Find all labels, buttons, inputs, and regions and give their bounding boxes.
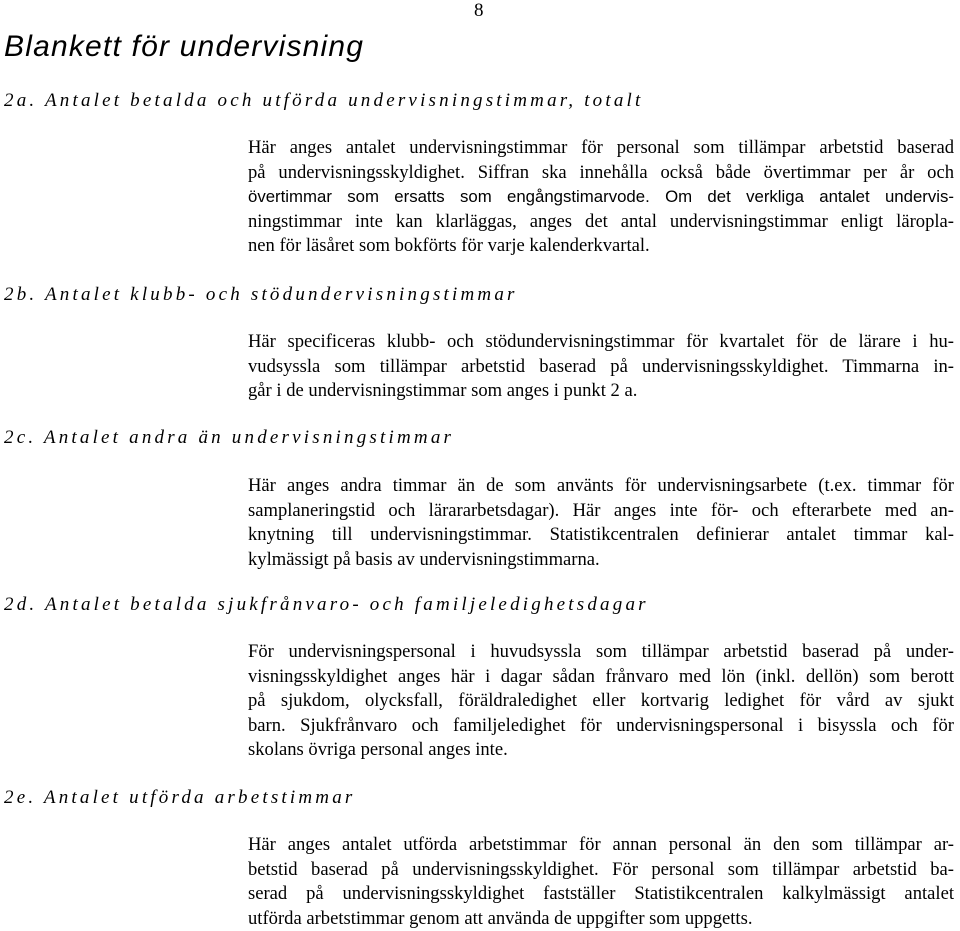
text-line: nen för läsåret som bokförts för varje kalenderkvartal. [248, 235, 650, 256]
section-body-2b [248, 330, 954, 404]
section-body-2a [248, 136, 954, 259]
section-body-2e [248, 833, 954, 931]
text-line: knytning till undervisningstimmar. Statistikcentralen definierar antalet timmar kal- [248, 524, 954, 545]
text-line: skolans övriga personal anges inte. [248, 739, 508, 760]
text-line: på sjukdom, olycksfall, föräldraledighet eller kortvarig ledighet för vård av sjukt [248, 690, 954, 711]
text-line: samplaneringstid och lärararbetsdagar). Här anges inte för- och efterarbete med an- [248, 499, 954, 521]
text-line: vudsyssla som tillämpar arbetstid baserad på undervisningsskyldighet. Timmarna in- [248, 355, 954, 377]
text-line: serad på undervisningsskyldighet fastställer Statistikcentralen kalkylmässigt antalet [248, 883, 954, 904]
text-line: Här specificeras klubb- och stödundervisningstimmar för kvartalet för de lärare i hu- [248, 331, 954, 352]
page-number: 8 [474, 0, 484, 21]
section-heading-2a: 2a. Antalet betalda och utförda undervisningstimmar, totalt [4, 90, 644, 111]
text-line: barn. Sjukfrånvaro och familjeledighet för undervisningspersonal i bisyssla och för [248, 714, 954, 736]
text-line: ningstimmar inte kan klarläggas, anges det antal undervisningstimmar enligt läropla- [248, 210, 954, 232]
text-line: Här anges antalet undervisningstimmar för personal som tillämpar arbetstid baserad [248, 137, 954, 158]
section-heading-2b: 2b. Antalet klubb- och stödundervisningstimmar [4, 284, 518, 305]
text-line: på undervisningsskyldighet. Siffran ska innehålla också både övertimmar per år och [248, 161, 954, 183]
text-line: övertimmar som ersatts som engångstimarvode. Om det verkliga antalet undervis- [248, 187, 954, 206]
text-line: visningsskyldighet anges här i dagar sådan frånvaro med lön (inkl. dellön) som berott [248, 665, 954, 687]
section-body-2c [248, 474, 954, 572]
text-line: Här anges antalet utförda arbetstimmar för annan personal än den som tillämpar ar- [248, 834, 954, 855]
section-heading-2e: 2e. Antalet utförda arbetstimmar [4, 787, 356, 808]
section-heading-2d: 2d. Antalet betalda sjukfrånvaro- och familjeledighetsdagar [4, 594, 649, 615]
text-line: går i de undervisningstimmar som anges i punkt 2 a. [248, 380, 638, 401]
text-line: För undervisningspersonal i huvudsyssla som tillämpar arbetstid baserad på under- [248, 641, 954, 662]
text-line: Här anges andra timmar än de som använts för undervisningsarbete (t.ex. timmar för [248, 475, 954, 496]
text-line: betstid baserad på undervisningsskyldighet. För personal som tillämpar arbetstid ba- [248, 858, 954, 880]
document-title: Blankett för undervisning [4, 30, 365, 63]
section-heading-2c: 2c. Antalet andra än undervisningstimmar [4, 427, 455, 448]
section-body-2d [248, 640, 954, 763]
text-line: kylmässigt på basis av undervisningstimmarna. [248, 548, 600, 570]
text-line: utförda arbetstimmar genom att använda de uppgifter som uppgetts. [248, 907, 753, 929]
